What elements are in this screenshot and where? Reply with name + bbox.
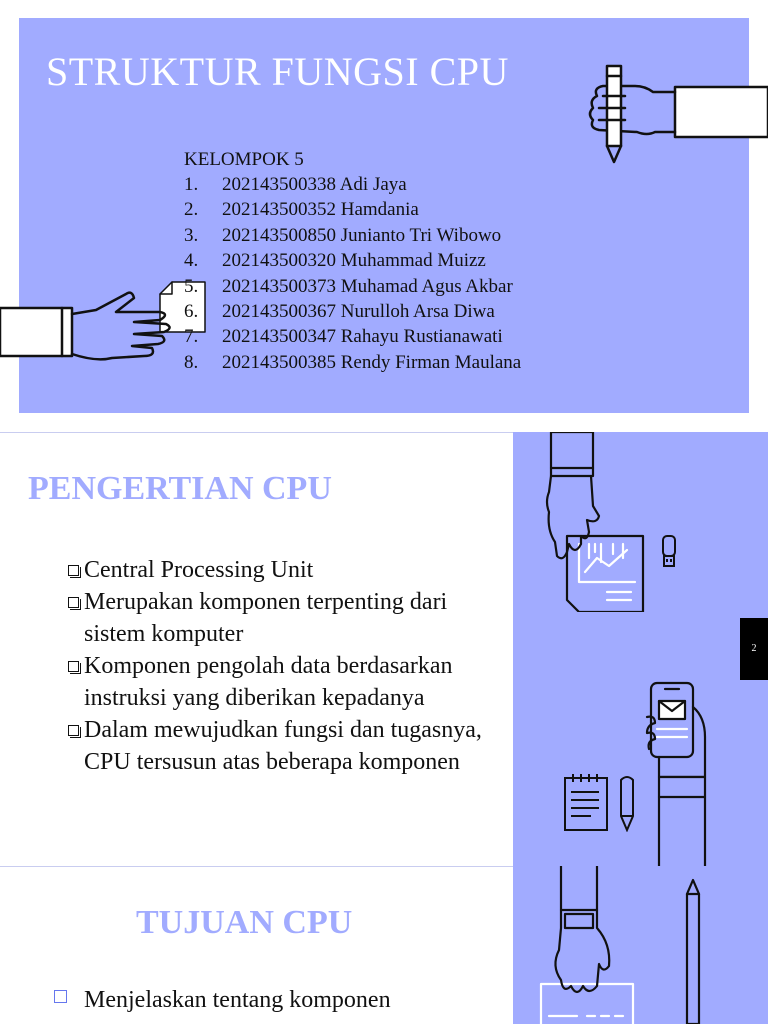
definition-slide <box>0 432 768 866</box>
checkbox-bullet-icon <box>68 725 79 736</box>
hand-holding-chart-icon <box>543 432 653 612</box>
section-heading: TUJUAN CPU <box>136 904 353 941</box>
illustration-panel <box>513 866 768 1024</box>
hand-with-watch-icon <box>537 866 717 1024</box>
member-text: 202143500338 Adi Jaya <box>222 174 407 195</box>
bullet-text: Dalam mewujudkan fungsi dan tugasnya, CPU tersusun atas beberapa komponen <box>84 717 482 775</box>
member-text: 202143500367 Nurulloh Arsa Diwa <box>222 300 495 322</box>
list-number: 7. <box>184 326 199 348</box>
list-item <box>54 984 474 1016</box>
checkbox-bullet-icon <box>68 661 79 672</box>
bullet-text: Central Processing Unit <box>84 557 314 583</box>
hand-with-pencil-icon <box>585 62 768 167</box>
list-item <box>68 714 508 778</box>
member-text: 202143500320 Muhammad Muizz <box>222 250 486 272</box>
bullet-text: Menjelaskan tentang komponen <box>84 987 391 1013</box>
square-bullet-icon <box>54 990 67 1003</box>
usb-drive-icon <box>659 532 679 572</box>
list-item <box>184 299 521 324</box>
bullet-text: Komponen pengolah data berdasarkan instruksi yang diberikan kepadanya <box>84 653 453 711</box>
slide-title: STRUKTUR FUNGSI CPU <box>46 49 509 94</box>
notepad-icon <box>563 772 623 832</box>
list-item <box>68 554 508 586</box>
illustration-panel <box>513 432 768 866</box>
bullet-text: Merupakan komponen terpenting dari sistem komputer <box>84 589 448 647</box>
checkbox-bullet-icon <box>68 597 79 608</box>
divider <box>0 866 513 867</box>
member-text: 202143500352 Hamdania <box>222 199 419 221</box>
member-text: 202143500850 Junianto Tri Wibowo <box>222 224 502 246</box>
list-item <box>68 650 508 714</box>
member-list <box>184 172 521 375</box>
member-text: 202143500373 Muhamad Agus Akbar <box>222 275 513 297</box>
page-number: 2 <box>740 618 768 680</box>
list-item <box>184 172 521 197</box>
list-number: 2. <box>184 199 199 221</box>
list-item <box>184 197 521 222</box>
bullet-list <box>54 984 474 1016</box>
checkbox-bullet-icon <box>68 565 79 576</box>
divider <box>0 432 513 433</box>
list-number: 8. <box>184 351 199 373</box>
list-item <box>68 586 508 650</box>
list-item <box>184 350 521 375</box>
list-number: 6. <box>184 300 199 322</box>
section-heading: PENGERTIAN CPU <box>28 470 332 507</box>
list-item <box>184 248 521 273</box>
hand-holding-phone-icon <box>643 677 713 866</box>
list-number: 4. <box>184 250 199 272</box>
list-item <box>184 324 521 349</box>
member-text: 202143500347 Rahayu Rustianawati <box>222 326 503 348</box>
pen-icon <box>617 776 637 832</box>
group-list <box>184 147 521 375</box>
list-number: 3. <box>184 224 199 246</box>
bullet-list <box>68 554 508 778</box>
list-item <box>184 274 521 299</box>
list-item <box>184 223 521 248</box>
list-number: 1. <box>184 174 199 195</box>
title-slide <box>0 0 768 432</box>
list-number: 5. <box>184 275 199 297</box>
purpose-slide <box>0 866 768 1024</box>
member-text: 202143500385 Rendy Firman Maulana <box>222 351 522 373</box>
group-title: KELOMPOK 5 <box>184 149 304 170</box>
